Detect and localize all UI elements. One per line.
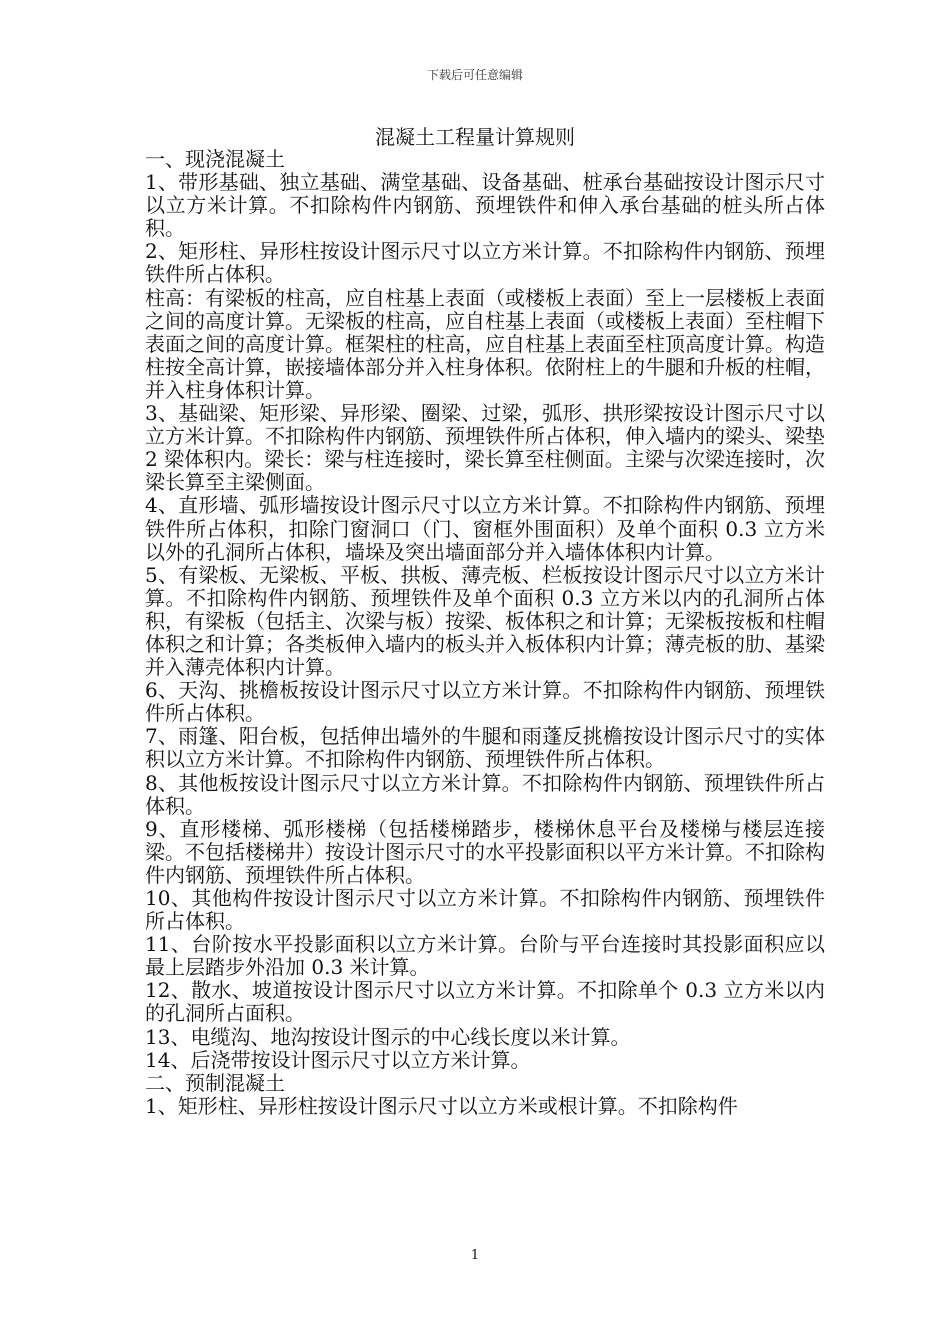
paragraph-other-slabs: 8、其他板按设计图示尺寸以立方米计算。不扣除构件内钢筋、预埋铁件所占体积。 bbox=[145, 770, 825, 818]
section-heading-precast: 二、预制混凝土 bbox=[145, 1070, 285, 1095]
paragraph-trenches: 13、电缆沟、地沟按设计图示的中心线长度以米计算。 bbox=[145, 1024, 631, 1049]
document-body bbox=[145, 148, 825, 1118]
paragraph-columns: 2、矩形柱、异形柱按设计图示尺寸以立方米计算。不扣除构件内钢筋、预埋铁件所占体积。 bbox=[145, 239, 825, 287]
paragraph-column-height: 柱高：有梁板的柱高，应自柱基上表面（或楼板上表面）至上一层楼板上表面之间的高度计算。无梁板的柱高，应自柱基上表面（或楼板上表面）至柱帽下表面之间的高度计算。框架柱的柱高，应自柱基上表面至柱顶高度计算。构造柱按全高计算，嵌接墙体部分并入柱身体积。依附柱上的牛腿和升板的柱帽，并入柱身体积计算。 bbox=[145, 285, 825, 402]
paragraph-post-cast-strip: 14、后浇带按设计图示尺寸以立方米计算。 bbox=[145, 1047, 531, 1072]
paragraph-slabs: 5、有梁板、无梁板、平板、拱板、薄壳板、栏板按设计图示尺寸以立方米计算。不扣除构件内钢筋、预埋铁件及单个面积 0.3 立方米以内的孔洞所占体积，有梁板（包括主、次梁与板）按梁、板体积之和计算；无梁板按板和柱帽体积之和计算；各类板伸入墙内的板头并入板体积内计算；薄壳板的肋、基梁并入薄壳体积内计算。 bbox=[145, 562, 825, 680]
paragraph-aprons: 12、散水、坡道按设计图示尺寸以立方米计算。不扣除单个 0.3 立方米以内的孔洞所占面积。 bbox=[145, 978, 825, 1026]
paragraph-canopies: 7、雨篷、阳台板，包括伸出墙外的牛腿和雨蓬反挑檐按设计图示尺寸的实体积以立方米计算。不扣除构件内钢筋、预埋铁件所占体积。 bbox=[145, 724, 825, 772]
paragraph-foundations: 1、带形基础、独立基础、满堂基础、设备基础、桩承台基础按设计图示尺寸以立方米计算。不扣除构件内钢筋、预埋铁件和伸入承台基础的桩头所占体积。 bbox=[145, 170, 825, 241]
paragraph-other-members: 10、其他构件按设计图示尺寸以立方米计算。不扣除构件内钢筋、预埋铁件所占体积。 bbox=[145, 886, 825, 934]
section-heading-cast-in-place: 一、现浇混凝土 bbox=[145, 147, 285, 171]
page-header: 下载后可任意编辑 bbox=[426, 68, 523, 82]
paragraph-gutters: 6、天沟、挑檐板按设计图示尺寸以立方米计算。不扣除构件内钢筋、预埋铁件所占体积。 bbox=[145, 678, 825, 726]
document-title: 混凝土工程量计算规则 bbox=[375, 125, 575, 149]
paragraph-beams: 3、基础梁、矩形梁、异形梁、圈梁、过梁，弧形、拱形梁按设计图示尺寸以立方米计算。不扣除构件内钢筋、预埋铁件所占体积，伸入墙内的梁头、梁垫 2 梁体积内。梁长：梁与柱连接时，梁长算至柱侧面。主梁与次梁连接时，次梁长算至主梁侧面。 bbox=[145, 401, 825, 495]
paragraph-precast-columns: 1、矩形柱、异形柱按设计图示尺寸以立方米或根计算。不扣除构件 bbox=[145, 1093, 738, 1118]
paragraph-steps: 11、台阶按水平投影面积以立方米计算。台阶与平台连接时其投影面积应以最上层踏步外沿加 0.3 米计算。 bbox=[145, 932, 825, 980]
paragraph-stairs: 9、直形楼梯、弧形楼梯（包括楼梯踏步，楼梯休息平台及楼梯与楼层连接梁。不包括楼梯井）按设计图示尺寸的水平投影面积以平方米计算。不扣除构件内钢筋、预埋铁件所占体积。 bbox=[145, 816, 825, 887]
page-number: 1 bbox=[470, 1248, 480, 1263]
paragraph-walls: 4、直形墙、弧形墙按设计图示尺寸以立方米计算。不扣除构件内钢筋、预埋铁件所占体积，扣除门窗洞口（门、窗框外围面积）及单个面积 0.3 立方米以外的孔洞所占体积，墙垛及突出墙面部分并入墙体体积内计算。 bbox=[145, 493, 825, 564]
